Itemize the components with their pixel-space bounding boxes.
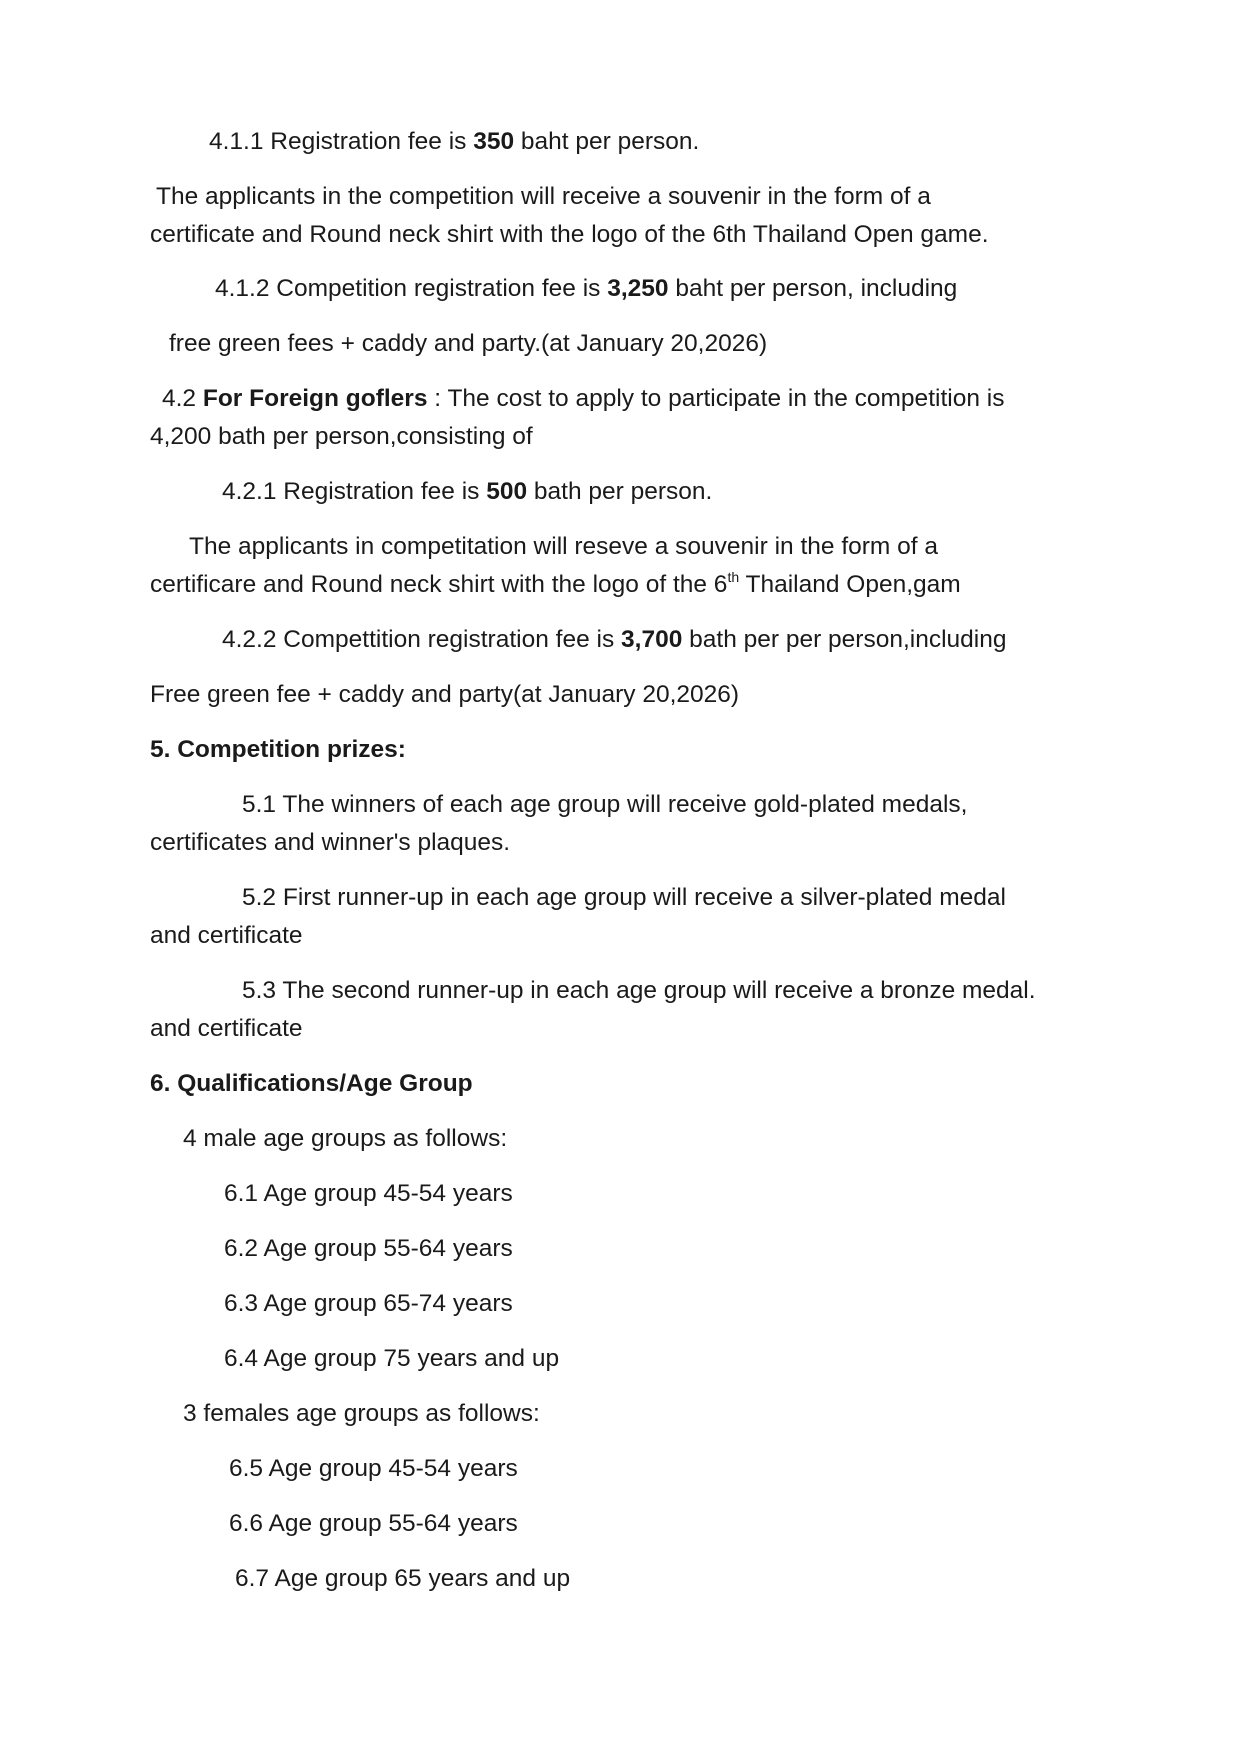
souvenir-text-line-1: The applicants in the competition will receive a souvenir in the form of a <box>156 183 931 210</box>
fee-4-2-2: 4.2.2 Compettition registration fee is 3,700 bath per per person,including <box>222 626 1007 653</box>
fee-4-1-1: 4.1.1 Registration fee is 350 baht per person. <box>209 128 700 155</box>
male-age-group: 6.1 Age group 45-54 years <box>224 1180 513 1207</box>
male-age-group: 6.2 Age group 55-64 years <box>224 1235 513 1262</box>
section-4-2: 4.2 For Foreign goflers : The cost to apply to participate in the competition is <box>162 385 1005 412</box>
male-groups-intro: 4 male age groups as follows: <box>183 1125 508 1152</box>
prize-5-1-line-2: certificates and winner's plaques. <box>150 829 511 856</box>
souvenir-foreign-line-2: certificare and Round neck shirt with the logo of the 6th Thailand Open,gam <box>150 569 961 598</box>
fee-amount: 3,250 <box>607 275 669 302</box>
souvenir-text-line-2: certificate and Round neck shirt with the logo of the 6th Thailand Open game. <box>150 221 989 248</box>
fee-4-2-1: 4.2.1 Registration fee is 500 bath per person. <box>222 478 713 505</box>
female-groups-intro: 3 females age groups as follows: <box>183 1400 540 1427</box>
fee-amount: 3,700 <box>621 626 683 653</box>
prize-5-2-line-2: and certificate <box>150 922 303 949</box>
male-age-group: 6.4 Age group 75 years and up <box>224 1345 560 1372</box>
male-age-group: 6.3 Age group 65-74 years <box>224 1290 513 1317</box>
fee-amount: 350 <box>473 128 515 155</box>
prize-5-2-line-1: 5.2 First runner-up in each age group will receive a silver-plated medal <box>242 884 1006 911</box>
female-age-group: 6.7 Age group 65 years and up <box>235 1565 571 1592</box>
heading-competition-prizes: 5. Competition prizes: <box>150 736 406 763</box>
female-age-group: 6.5 Age group 45-54 years <box>229 1455 518 1482</box>
prize-5-3-line-1: 5.3 The second runner-up in each age group will receive a bronze medal. <box>242 977 1036 1004</box>
section-4-2-line-2: 4,200 bath per person,consisting of <box>150 423 533 450</box>
prize-5-1-line-1: 5.1 The winners of each age group will receive gold-plated medals, <box>242 791 968 818</box>
fee-4-2-2-details: Free green fee + caddy and party(at January 20,2026) <box>150 681 740 708</box>
souvenir-foreign-line-1: The applicants in competitation will reseve a souvenir in the form of a <box>189 533 938 560</box>
prize-5-3-line-2: and certificate <box>150 1015 303 1042</box>
female-age-group: 6.6 Age group 55-64 years <box>229 1510 518 1537</box>
fee-4-1-2: 4.1.2 Competition registration fee is 3,250 baht per person, including <box>215 275 958 302</box>
fee-4-1-2-details: free green fees + caddy and party.(at January 20,2026) <box>169 330 768 357</box>
fee-amount: 500 <box>486 478 528 505</box>
heading-qualifications: 6. Qualifications/Age Group <box>150 1070 473 1097</box>
foreign-golfers-label: For Foreign goflers <box>202 385 428 412</box>
